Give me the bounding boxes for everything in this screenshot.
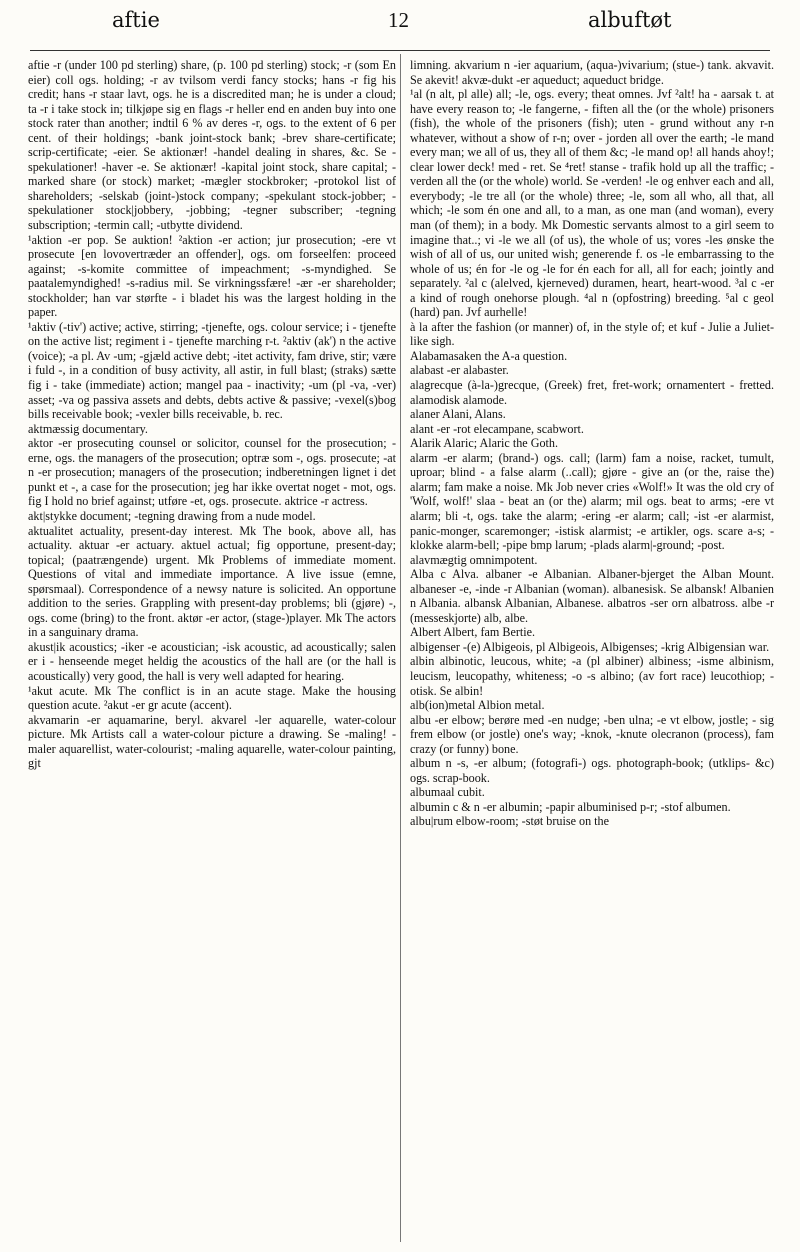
page-header — [0, 8, 800, 48]
left-column-entry: aftie -r (under 100 pd sterling) share, (p. 100 pd sterling) stock; -r (som En eier) coll ogs. holding; -r av tvilsom verdi fancy stocks; hans -r fig his credit; hans -r staar lavt, ogs. he is a discredited man; he is under a cloud; ta -r i take stock in; tilkjøpe sig en flags -r heller end en anden buy into one stock rater than another; indtil 6 % av deres -r, ogs. to the extent of 6 per cent. of their holdings; -bank joint-stock bank; -brev share-certificate; scrip-certificate; -eier. Se aktionær! -handel dealing in shares, &c. Se -spekulationer! -haver -e. Se aktionær! -kapital joint stock, share capital; -marked share (or stock) market; -mægler stockbroker; -protokol list of shareholders; -selskab (joint-)stock company; -spekulant stock-jobber; -spekulationer stock|jobbery, -jobbing; -tegner subscriber; -tegning subscription; -termin call; -utbytte dividend. — [28, 58, 396, 233]
header-rule — [30, 50, 770, 51]
left-column-entry: akt|stykke document; -tegning drawing from a nude model. — [28, 508, 316, 523]
right-column-entry: à la after the fashion (or manner) of, in the style of; et kuf - Julie a Juliet-like sigh. — [410, 319, 774, 349]
right-column-entry: albu|rum elbow-room; -støt bruise on the — [410, 814, 610, 829]
left-column-entry: aktor -er prosecuting counsel or solicitor, counsel for the prosecution; -erne, ogs. the managers of the prosecution; optræ som -, ogs. prosecute; -at n -er prosecution; managers of the prosecution; indberetningen lignet i det punkt et -, a case for the prosecution; jeg har ikke overtat noget - mot, ogs. fig I hold no brief against; utføre -et, ogs. prosecute. aktrice -r actress. — [28, 436, 396, 509]
right-column-entry: alabast -er alabaster. — [410, 363, 509, 378]
right-column-entry: albumaal cubit. — [410, 785, 485, 800]
right-column-entry: albu -er elbow; berøre med -en nudge; -ben ulna; -e vt elbow, jostle; - sig frem elbow (or jostle) one's way; -knok, -knute olecranon (process), fam crazy (or funny) bone. — [410, 712, 774, 756]
right-column-entry: albumin c & n -er albumin; -papir albuminised p-r; -stof albumen. — [410, 799, 731, 814]
right-column-entry: alavmægtig omnimpotent. — [410, 552, 538, 567]
right-column-entry: Alabamasaken the A-a question. — [410, 348, 568, 363]
page-number: 12 — [388, 8, 409, 32]
left-column-entry: akust|ik acoustics; -iker -e acoustician; -isk acoustic, ad acoustically; salen er i - henseende meget heldig the acoustics of the hall are (or the hall is acoustically) very good, the hall is very well adapted for hearing. — [28, 639, 396, 683]
left-column — [28, 58, 396, 771]
right-column-entry: alaner Alani, Alans. — [410, 407, 506, 422]
header-left-guide-word: aftie — [112, 8, 160, 32]
left-column-entry: ¹akut acute. Mk The conflict is in an acute stage. Make the housing question acute. ²akut -er gr acute (accent). — [28, 683, 396, 713]
right-column-entry: limning. akvarium n -ier aquarium, (aqua-)vivarium; (stue-) tank. akvavit. Se akevit! akvæ-dukt -er aqueduct; aqueduct bridge. — [410, 58, 774, 87]
right-column-entry: albin albinotic, leucous, white; -a (pl albiner) albiness; -isme albinism, leucism, leucopathy, whiteness; -o -s albino; (av fort race) leucothiop; -otisk. Se albin! — [410, 654, 774, 698]
header-right-guide-word: albuftøt — [588, 8, 672, 32]
left-column-entry: aktmæssig documentary. — [28, 421, 148, 436]
column-divider — [400, 54, 401, 1242]
right-column — [410, 58, 774, 829]
right-column-entry: albigenser -(e) Albigeois, pl Albigeois, Albigenses; -krig Albigensian war. — [410, 639, 770, 654]
left-column-entry: akvamarin -er aquamarine, beryl. akvarel -ler aquarelle, water-colour picture. Mk Artists call a water-colour picture a drawing. Se -maling! -maler aquarellist, water-colourist; -maling aquarelle, water-colour painting, gjt — [28, 712, 396, 771]
right-column-entry: album n -s, -er album; (fotografi-) ogs. photograph-book; (utklips- &c) ogs. scrap-book. — [410, 756, 774, 785]
left-column-entry: ¹aktion -er pop. Se auktion! ²aktion -er action; jur prosecution; -ere vt prosecute [en lovovertræder an offender], ogs. om forseelfen: proceed against; -s-komite committee of impeachment; -s-myndighed. Se paatalemyndighed! -s-radius mil. Se virkningssfære! -ær -er shareholder; stockholder; han var størfte - i bladet his was the largest holding in the paper. — [28, 232, 396, 320]
left-column-entry: aktualitet actuality, present-day interest. Mk The book, above all, has actuality. aktuar -er actuary. aktuel actual; fig opportune, present-day; topical; (paatrængende) urgent. Mk Problems of immediate moment. Questions of vital and immediate importance. A live issue (emne, spørsmaal). Correspondence of a newsy nature is solicited. An opportune addition to the series. Grappling with present-day problems; bli (gjøre) -, ogs. come (bring) to the front. aktør -er actor, (stage-)player. Mk The actors in a sanguinary drama. — [28, 523, 396, 640]
right-column-entry: alarm -er alarm; (brand-) ogs. call; (larm) fam a noise, racket, tumult, uproar; blind - a false alarm (..call); gjøre - give an (or the, raise the) alarm; fam make a noise. Mk Job never cries «Wolf!» It was the old cry of 'Wolf, wolf!' slaa - beat an (or the) alarm; mil ogs. beat to arms; -ere vt alarm; bli -t, ogs. take the alarm; -ering -er alarm; call; -ist -er alarmist, panic-monger, scaremonger; -istisk alarmist; -e artikler, ogs. scare a-s; -klokke alarm-bell; -pipe bmp larum; -plads alarm|-ground; -post. — [410, 450, 774, 553]
right-column-entry: alagrecque (à-la-)grecque, (Greek) fret, fret-work; ornamentert - fretted. alamodisk alamode. — [410, 378, 774, 407]
right-column-entry: Alarik Alaric; Alaric the Goth. — [410, 436, 559, 451]
right-column-entry: Albert Albert, fam Bertie. — [410, 625, 536, 640]
right-column-entry: alb(ion)metal Albion metal. — [410, 698, 545, 713]
left-column-entry: ¹aktiv (-tiv') active; active, stirring; -tjenefte, ogs. colour service; i - tjenefte on the active list; regiment i - tjenefte marching r-t. ²aktiv (ak') n the active (voice); -a pl. Av -um; -gjæld active debt; -itet activity, fam drive, stir; være i fuld -, in a condition of busy activity, all astir, in full blast; (straks) sætte fig i - take (immediate) action; mangel paa - inactivity; -um (pl -va, -ver) asset; -va og passiva assets and debts, debts active & passive; -vexel(s)bog bills receivable book; -vexler bills receivable, b. rec. — [28, 319, 396, 422]
right-column-entry: ¹al (n alt, pl alle) all; -le, ogs. every; theat omnes. Jvf ²alt! ha - aarsak t. at have every reason to; -le fangerne, - fiften all the (or the whole) prisoners (fish), the whole of the prisoners (fish); uten - grund without any r-n whatever, without a show of r-n; over - jorden all over the earth; -le mand every man; we all of us, they all of them &c; -le mand op! all hands ahoy!; clear lower deck! med - ret. Se ⁴ret! stanse - trafik hold up all the traffic; - verden all the (or the whole) world. Se -verden! -le og enhver each and all, everybody; -le tre all (or the whole) three; -le, som all who, all that, all which; -le som én one and all, to a man, as one man (and woman), every man (of them); in a body. Mk Domestic servants almost to a girl seem to imagine that..; vi -le we all (of us), the whole of us; vores -les ønske the wish of all of us, our united wish; generende f. os -le embarrassing to the whole of us; én for -le og -le for én each for all, all for each; jointly and separately. ²al c (alelved, kjerneved) duramen, heart, heart-wood. ³al c -er a kind of rough onehorse plough. ⁴al n (opfostring) breeding. ⁵al c geol (hard) pan. Jvf aurhelle! — [410, 87, 774, 320]
right-column-entry: alant -er -rot elecampane, scabwort. — [410, 421, 584, 436]
right-column-entry: Alba c Alva. albaner -e Albanian. Albaner-bjerget the Alban Mount. albaneser -e, -inde -r Albanian (woman). albanesisk. Se albansk! Albanien n Albania. albansk Albanian, Albanese. albatros -ser orn albatross. albe -r (messeskjorte) alb, albe. — [410, 567, 774, 625]
